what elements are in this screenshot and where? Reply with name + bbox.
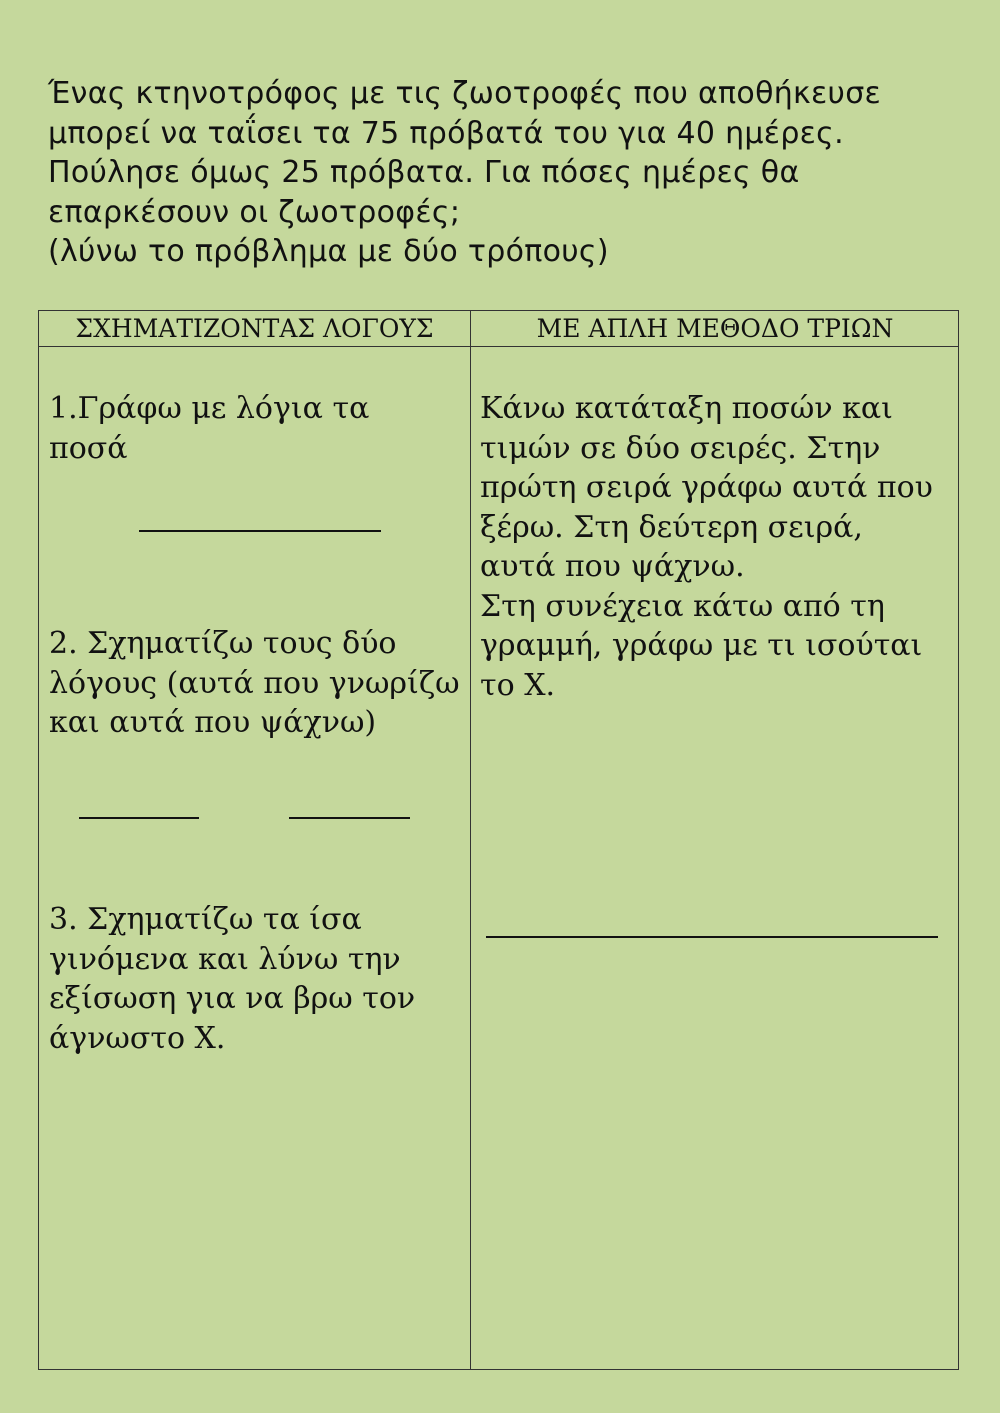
problem-line: επαρκέσουν οι ζωοτροφές;	[48, 194, 461, 230]
step-line: 1.Γράφω με λόγια τα	[49, 391, 370, 426]
problem-line: Πούλησε όμως 25 πρόβατα. Για πόσες ημέρες θα	[48, 155, 800, 190]
instruction-line: Κάνω κατάταξη ποσών και	[480, 391, 893, 426]
instruction-line: το Χ.	[480, 667, 556, 703]
instruction-line: ξέρω. Στη δεύτερη σειρά,	[480, 509, 863, 545]
step-line: ποσά	[49, 430, 128, 466]
instruction-line: αυτά που ψάχνω.	[480, 549, 745, 584]
column-divider	[470, 311, 471, 1369]
step-line: 2. Σχηματίζω τους δύο	[49, 626, 397, 661]
instruction-line: Στη συνέχεια κάτω από τη	[480, 588, 885, 624]
header-divider	[39, 346, 958, 347]
ratio-fraction-line-right[interactable]	[289, 817, 410, 819]
step-line: λόγους (αυτά που γνωρίζω	[49, 665, 460, 701]
ratio-fraction-line-left[interactable]	[79, 817, 199, 819]
step-line: εξίσωση για να βρω τον	[49, 981, 416, 1016]
worksheet-table	[38, 310, 959, 1370]
problem-line: Ένας κτηνοτρόφος με τις ζωοτροφές που αποθήκευσε	[48, 76, 882, 111]
problem-line: (λύνω το πρόβλημα με δύο τρόπους)	[48, 234, 609, 269]
step-line: 3. Σχηματίζω τα ίσα	[49, 902, 362, 937]
step-line: και αυτά που ψάχνω)	[49, 705, 377, 740]
instruction-line: τιμών σε δύο σειρές. Στην	[480, 430, 881, 466]
instruction-line: γραμμή, γράφω με τι ισούται	[480, 628, 923, 663]
column-header-ratios: ΣΧΗΜΑΤΙΖΟΝΤΑΣ ΛΟΓΟΥΣ	[75, 314, 434, 343]
instruction-line: πρώτη σειρά γράφω αυτά που	[480, 470, 933, 505]
problem-statement	[48, 74, 968, 272]
step-2-text	[49, 624, 460, 743]
step-line: άγνωστο Χ.	[49, 1020, 226, 1056]
rule-of-three-line[interactable]	[486, 936, 938, 938]
problem-line: μπορεί να ταΐσει τα 75 πρόβατά του για 40 ημέρες.	[48, 115, 844, 151]
step-1-text	[49, 389, 369, 468]
answer-line-quantities[interactable]	[139, 530, 381, 532]
rule-of-three-instructions	[480, 389, 933, 705]
step-line: γινόμενα και λύνω την	[49, 941, 401, 977]
step-3-text	[49, 900, 415, 1058]
column-header-rule-of-three: ΜΕ ΑΠΛΗ ΜΕΘΟΔΟ ΤΡΙΩΝ	[536, 314, 894, 343]
